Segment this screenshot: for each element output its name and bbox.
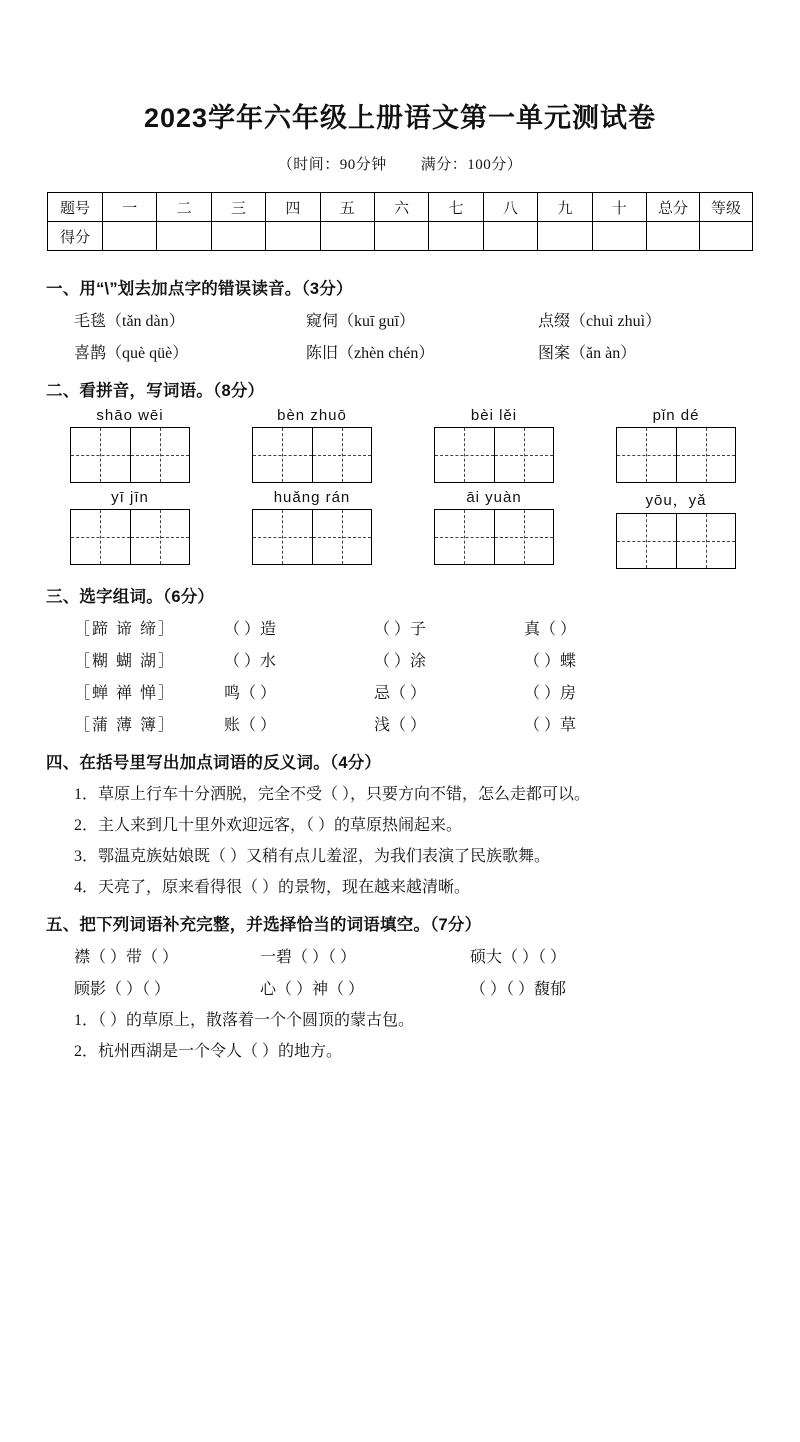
q5-idiom-blank[interactable]: 硕大（ ）（ ） <box>470 949 567 966</box>
score-header-cell: 八 <box>483 193 537 222</box>
score-header-cell: 三 <box>211 193 265 222</box>
q3-row <box>46 648 754 671</box>
pinyin-label: āi yuàn <box>466 489 522 506</box>
score-input-cell[interactable] <box>429 222 483 251</box>
pinyin-label: bèn zhuō <box>277 407 347 424</box>
tianzige-group <box>252 407 372 483</box>
score-input-cell[interactable] <box>592 222 646 251</box>
q5-idiom-blank[interactable]: （ ）（ ）馥郁 <box>470 981 567 998</box>
section-3-heading: 三、选字组词。（6分） <box>46 588 215 606</box>
score-header-label: 题号 <box>48 193 103 222</box>
q3-choices: ［蝉 禅 惮］ <box>74 685 177 702</box>
q3-row <box>46 680 754 703</box>
tianzige-box[interactable] <box>434 427 554 483</box>
q3-choices: ［蒲 薄 簿］ <box>74 717 177 734</box>
score-input-cell[interactable] <box>266 222 320 251</box>
tianzige-group <box>70 407 190 483</box>
exam-time: （时间：90分钟 <box>277 157 387 173</box>
tianzige-group <box>252 489 372 569</box>
score-header-cell: 十 <box>592 193 646 222</box>
pinyin-label: shāo wēi <box>96 407 164 424</box>
q3-blank[interactable]: （ ）水 <box>224 653 277 670</box>
q5-idiom-blank[interactable]: 一碧（ ）（ ） <box>260 949 357 966</box>
q4-line[interactable]: 4．天亮了，原来看得很（ ）的景物，现在越来越清晰。 <box>74 879 471 896</box>
tianzige-group <box>616 489 736 569</box>
q3-choices: ［糊 蝴 湖］ <box>74 653 177 670</box>
score-input-cell[interactable] <box>538 222 592 251</box>
q5-fill-line[interactable]: 1．（ ）的草原上，散落着一个个圆顶的蒙古包。 <box>74 1012 415 1029</box>
score-header-total: 总分 <box>647 193 700 222</box>
section-4-heading: 四、在括号里写出加点词语的反义词。（4分） <box>46 754 382 772</box>
q3-blank[interactable]: 忌（ ） <box>374 685 427 702</box>
pinyin-label: yī jīn <box>111 489 149 506</box>
q4-line[interactable]: 2．主人来到几十里外欢迎远客，（ ）的草原热闹起来。 <box>74 817 463 834</box>
page-title: 2023学年六年级上册语文第一单元测试卷 <box>143 103 657 133</box>
score-header-cell: 六 <box>374 193 428 222</box>
q1-item: 陈旧（zhèn chén） <box>306 345 435 362</box>
exam-total: 满分：100分） <box>420 157 523 173</box>
score-header-cell: 七 <box>429 193 483 222</box>
tianzige-group <box>616 407 736 483</box>
exam-paper <box>0 96 800 1442</box>
q3-blank[interactable]: （ ）子 <box>374 621 427 638</box>
tianzige-group <box>434 407 554 483</box>
score-input-cell[interactable] <box>374 222 428 251</box>
q1-item: 点缀（chuì zhuì） <box>538 313 662 330</box>
score-input-cell[interactable] <box>157 222 211 251</box>
score-header-cell: 二 <box>157 193 211 222</box>
q5-idiom-blank[interactable]: 襟（ ）带（ ） <box>74 949 179 966</box>
section-1-row <box>46 340 754 363</box>
tianzige-box[interactable] <box>70 509 190 565</box>
tianzige-group <box>70 489 190 569</box>
q3-blank[interactable]: 浅（ ） <box>374 717 427 734</box>
score-header-cell: 四 <box>266 193 320 222</box>
tianzige-box[interactable] <box>70 427 190 483</box>
tianzige-box[interactable] <box>434 509 554 565</box>
tianzige-box[interactable] <box>252 427 372 483</box>
q1-item: 喜鹊（què qüè） <box>74 345 189 362</box>
q3-blank[interactable]: 账（ ） <box>224 717 277 734</box>
score-input-cell[interactable] <box>647 222 700 251</box>
score-input-cell[interactable] <box>103 222 157 251</box>
q3-blank[interactable]: （ ）草 <box>524 717 577 734</box>
q3-blank[interactable]: （ ）蝶 <box>524 653 577 670</box>
section-5-heading: 五、把下列词语补充完整，并选择恰当的词语填空。（7分） <box>46 916 482 934</box>
q4-line[interactable]: 3．鄂温克族姑娘既（ ）又稍有点儿羞涩，为我们表演了民族歌舞。 <box>74 848 551 865</box>
q3-blank[interactable]: （ ）涂 <box>374 653 427 670</box>
score-header-cell: 五 <box>320 193 374 222</box>
q3-blank[interactable]: （ ）造 <box>224 621 277 638</box>
score-header-cell: 九 <box>538 193 592 222</box>
score-input-cell[interactable] <box>320 222 374 251</box>
q3-blank[interactable]: （ ）房 <box>524 685 577 702</box>
tianzige-row <box>46 407 754 483</box>
q1-item: 图案（ǎn àn） <box>538 345 637 362</box>
tianzige-row <box>46 489 754 569</box>
section-1-row <box>46 308 754 331</box>
q5-idiom-blank[interactable]: 顾影（ ）（ ） <box>74 981 171 998</box>
pinyin-label: pǐn dé <box>652 407 700 424</box>
pinyin-label: bèi lěi <box>470 407 518 424</box>
score-table <box>47 192 753 251</box>
q5-row <box>46 944 754 967</box>
q1-item: 窥伺（kuī guī） <box>306 313 415 330</box>
score-input-cell[interactable] <box>211 222 265 251</box>
exam-meta <box>0 153 800 174</box>
pinyin-label: huǎng rán <box>273 489 351 506</box>
section-1-heading: 一、用“\”划去加点字的错误读音。（3分） <box>46 280 353 298</box>
score-table-value-row <box>48 222 753 251</box>
section-2-heading: 二、看拼音，写词语。（8分） <box>46 382 265 400</box>
q4-line[interactable]: 1．草原上行车十分洒脱，完全不受（ ），只要方向不错，怎么走都可以。 <box>74 786 591 803</box>
score-table-header-row <box>48 193 753 222</box>
q5-fill-line[interactable]: 2．杭州西湖是一个令人（ ）的地方。 <box>74 1043 343 1060</box>
q5-row <box>46 976 754 999</box>
q3-row <box>46 616 754 639</box>
tianzige-box[interactable] <box>616 513 736 569</box>
score-header-grade: 等级 <box>700 193 753 222</box>
q3-blank[interactable]: 真（ ） <box>524 621 577 638</box>
score-header-cell: 一 <box>103 193 157 222</box>
score-input-cell[interactable] <box>483 222 537 251</box>
q3-row <box>46 712 754 735</box>
tianzige-box[interactable] <box>252 509 372 565</box>
score-row-label: 得分 <box>48 222 103 251</box>
q3-blank[interactable]: 鸣（ ） <box>224 685 277 702</box>
pinyin-label: yōu，yǎ <box>645 492 707 509</box>
q3-choices: ［蹄 谛 缔］ <box>74 621 177 638</box>
tianzige-box[interactable] <box>616 427 736 483</box>
score-input-cell[interactable] <box>700 222 753 251</box>
tianzige-group <box>434 489 554 569</box>
q5-idiom-blank[interactable]: 心（ ）神（ ） <box>260 981 365 998</box>
q1-item: 毛毯（tǎn dàn） <box>74 313 185 330</box>
